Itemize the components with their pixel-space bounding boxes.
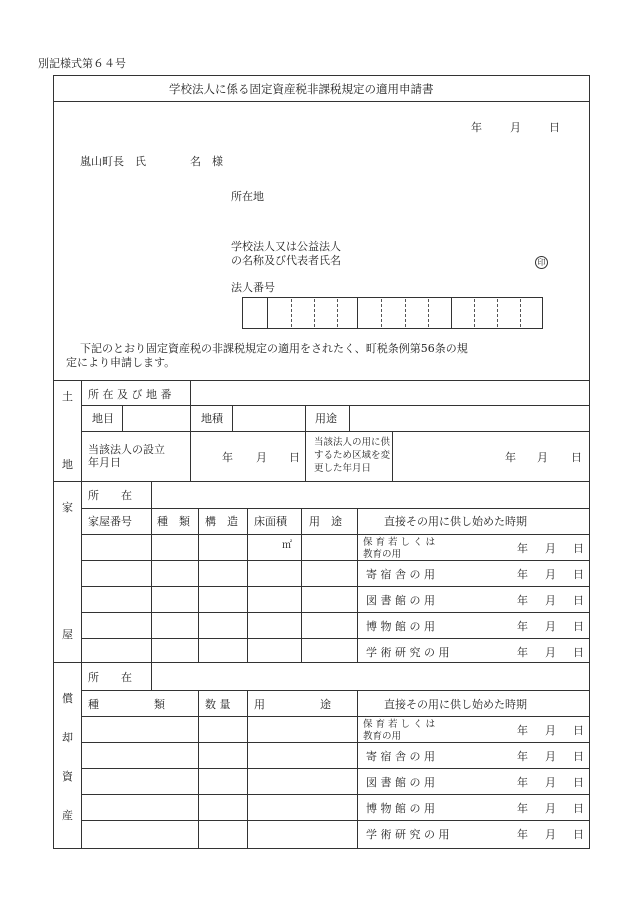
land-cell-divider [190,405,191,482]
date-year: 年 [471,121,482,134]
dep-start-month: 月 [545,750,556,763]
dep-start-year: 年 [517,724,528,737]
corp-number-box-right [542,297,543,329]
dep-col-qty: 数 量 [205,698,231,711]
land-section-top [53,380,590,381]
form-border-top [53,75,590,76]
house-start-year: 年 [517,646,528,659]
addressee: 嵐山町長 氏 名 様 [80,155,223,168]
form-border-right [589,75,590,849]
land-established-month: 月 [256,451,267,464]
house-cell-divider [357,508,358,663]
land-cell-divider [349,405,350,432]
house-side-label-top: 家 [62,501,73,514]
dep-use-dormitory: 寄 宿 舎 の 用 [366,750,435,763]
corp-number-box-bottom [242,328,543,329]
dep-row-divider [81,820,590,821]
house-use-library: 図 書 館 の 用 [366,594,435,607]
dep-use-museum: 博 物 館 の 用 [366,802,435,815]
house-start-month: 月 [545,646,556,659]
house-use-nursery-2: 教育の用 [363,549,402,560]
land-established-label-2: 年月日 [88,456,121,469]
corp-number-digit-divider [428,299,429,327]
land-cell-divider [190,380,191,406]
house-row-divider [81,534,590,535]
house-start-year: 年 [517,594,528,607]
dep-start-year: 年 [517,776,528,789]
dep-cell-divider [198,690,199,849]
land-established-year: 年 [222,451,233,464]
dep-cell-divider [247,690,248,849]
house-start-day: 日 [573,542,584,555]
corp-number-digit-divider [291,299,292,327]
house-start-year: 年 [517,568,528,581]
dep-location-label: 所 在 [88,671,132,684]
house-cell-divider [247,508,248,663]
side-label-column-divider [81,380,82,849]
applicant-name-label-1: 学校法人又は公益法人 [231,240,341,253]
dep-use-library: 図 書 館 の 用 [366,776,435,789]
land-location-lot-label: 所 在 及 び 地 番 [88,388,172,401]
applicant-location-label: 所在地 [231,190,264,203]
corp-number-digit-divider [405,299,406,327]
house-row-divider [81,638,590,639]
house-start-day: 日 [573,594,584,607]
corp-number-digit-divider [314,299,315,327]
dep-use-research: 学 術 研 究 の 用 [366,828,450,841]
dep-start-month: 月 [545,802,556,815]
house-cell-divider [151,481,152,509]
house-col-use: 用 途 [309,515,342,528]
house-use-nursery-1: 保 育 若 し く は [363,537,436,548]
dep-start-month: 月 [545,828,556,841]
house-start-month: 月 [545,568,556,581]
dep-side-char-1: 償 [62,692,73,705]
corp-number-digit-divider [337,299,338,327]
dep-start-day: 日 [573,802,584,815]
land-row-divider [81,405,590,406]
house-start-year: 年 [517,620,528,633]
land-zone-change-label-1: 当該法人の用に供 [314,437,391,448]
house-start-month: 月 [545,542,556,555]
land-established-day: 日 [289,451,300,464]
dep-start-day: 日 [573,776,584,789]
dep-row-divider [81,794,590,795]
house-col-start: 直接その用に供し始めた時期 [384,515,527,528]
land-side-label-top: 土 [62,390,73,403]
form-number: 別記様式第６４号 [38,57,126,70]
house-use-research: 学 術 研 究 の 用 [366,646,450,659]
house-section-top [53,481,590,482]
corp-number-digit-divider [267,297,268,329]
land-cell-divider [122,405,123,432]
corp-number-box-left [242,297,243,329]
corp-number-digit-divider [381,299,382,327]
dep-cell-divider [151,662,152,691]
land-cell-divider [392,431,393,482]
house-col-structure: 構 造 [205,515,238,528]
form-border-bottom [53,848,590,849]
house-start-month: 月 [545,594,556,607]
dep-start-month: 月 [545,776,556,789]
land-row-divider [81,431,590,432]
land-side-label-bottom: 地 [62,458,73,471]
dep-start-month: 月 [545,724,556,737]
corp-number-digit-divider [520,299,521,327]
land-zone-change-label-2: するため区域を変 [314,450,391,461]
dep-row-divider [81,690,590,691]
land-cell-divider [305,405,306,482]
depreciable-section-top [53,662,590,663]
dep-col-start: 直接その用に供し始めた時期 [384,698,527,711]
form-border-left [53,75,54,849]
dep-start-day: 日 [573,750,584,763]
dep-side-char-2: 却 [62,731,73,744]
house-col-floor-area: 床面積 [254,515,287,528]
house-col-number: 家屋番号 [88,515,132,528]
land-cell-divider [232,405,233,432]
date-month: 月 [510,121,521,134]
corp-number-digit-divider [497,299,498,327]
house-cell-divider [198,508,199,663]
land-zone-change-day: 日 [571,451,582,464]
land-zone-change-year: 年 [505,451,516,464]
house-start-day: 日 [573,620,584,633]
dep-row-divider [81,716,590,717]
corp-number-group-divider [357,297,358,329]
house-use-dormitory: 寄 宿 舎 の 用 [366,568,435,581]
house-start-month: 月 [545,620,556,633]
dep-row-divider [81,742,590,743]
house-use-museum: 博 物 館 の 用 [366,620,435,633]
house-start-day: 日 [573,646,584,659]
request-text-2: 定により申請します。 [66,356,176,369]
request-text-1: 下記のとおり固定資産税の非課税規定の適用をされたく、町税条例第56条の規 [80,342,468,355]
corp-number-digit-divider [474,299,475,327]
house-start-day: 日 [573,568,584,581]
house-side-label-bottom: 屋 [62,628,73,641]
house-cell-divider [151,508,152,663]
applicant-name-label-2: の名称及び代表者氏名 [231,254,341,267]
dep-start-year: 年 [517,802,528,815]
land-zone-change-month: 月 [537,451,548,464]
dep-side-char-4: 産 [62,809,73,822]
land-established-label-1: 当該法人の設立 [88,443,165,456]
corp-number-group-divider [451,297,452,329]
form-title: 学校法人に係る固定資産税非課税規定の適用申請書 [169,82,434,96]
dep-col-kind: 種 類 [88,698,165,711]
seal-mark: 印 [535,256,548,269]
land-category-label: 地目 [92,412,114,425]
house-row-divider [81,508,590,509]
date-day: 日 [549,121,560,134]
house-row-divider [81,560,590,561]
corp-number-box-top [242,297,543,298]
title-divider [53,101,590,102]
house-location-label: 所 在 [88,489,132,502]
land-zone-change-label-3: 更した年月日 [314,463,372,474]
dep-start-day: 日 [573,828,584,841]
dep-start-year: 年 [517,750,528,763]
land-area-label: 地積 [201,412,223,425]
dep-use-nursery-2: 教育の用 [363,731,402,742]
house-col-kind: 種 類 [157,515,190,528]
dep-col-use: 用 途 [254,698,331,711]
house-start-year: 年 [517,542,528,555]
dep-start-year: 年 [517,828,528,841]
corp-number-label: 法人番号 [231,281,275,294]
house-row-divider [81,586,590,587]
house-area-unit: ㎡ [282,540,292,551]
dep-row-divider [81,768,590,769]
dep-use-nursery-1: 保 育 若 し く は [363,719,436,730]
dep-cell-divider [357,690,358,849]
house-cell-divider [301,508,302,663]
dep-start-day: 日 [573,724,584,737]
dep-side-char-3: 資 [62,770,73,783]
house-row-divider [81,612,590,613]
land-use-label: 用途 [315,412,337,425]
